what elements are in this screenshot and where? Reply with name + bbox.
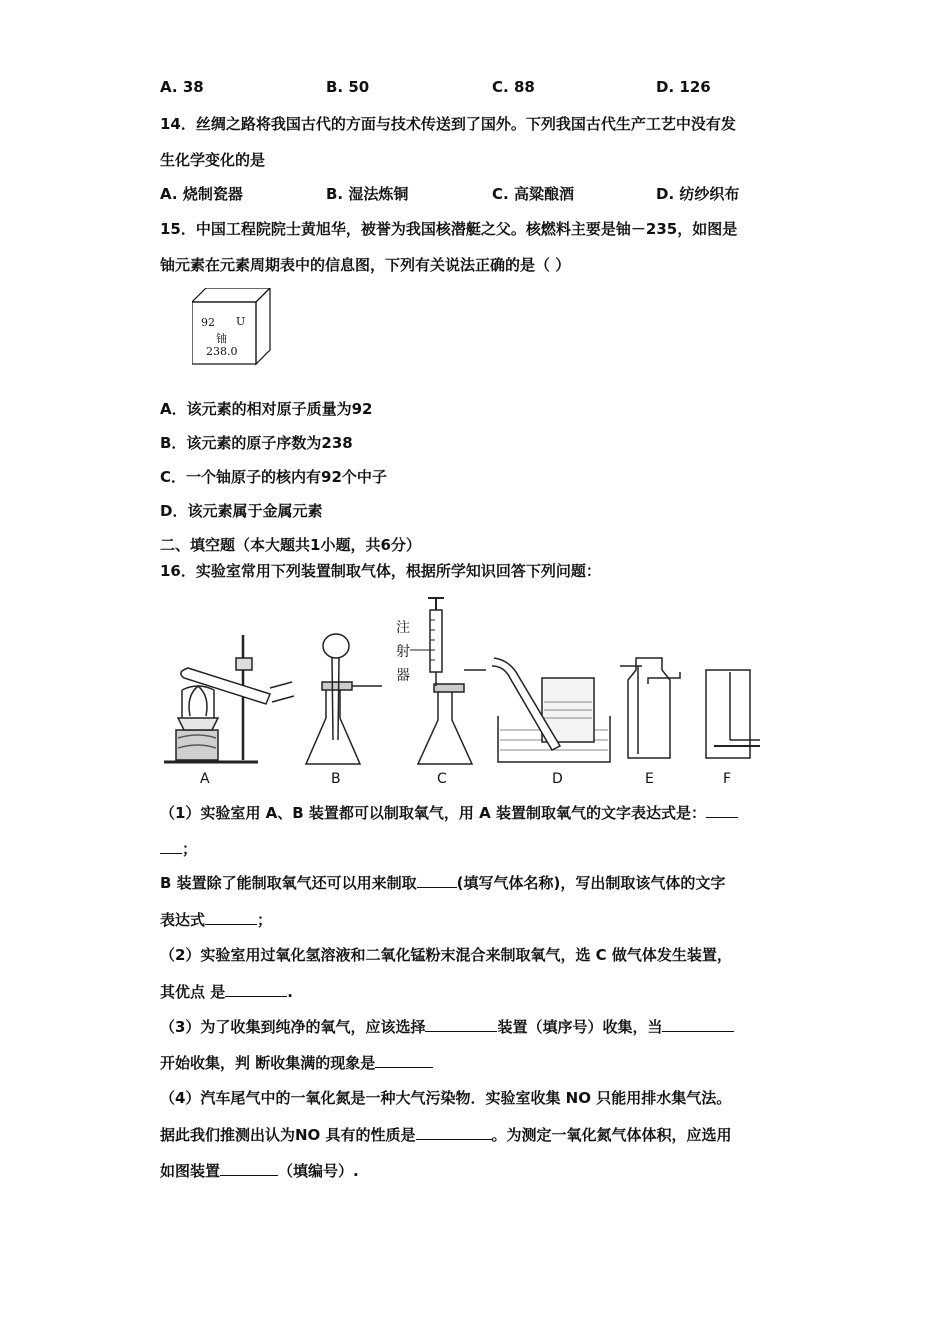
uranium-element-card [192,288,272,368]
q16-part2-line1: （2）实验室用过氧化氢溶液和二氧化锰粉末混合来制取氧气，选 C 做气体发生装置， [160,946,732,964]
apparatus-label-f: F [723,771,732,787]
blank-1c[interactable] [417,886,457,888]
atomic-mass: 238.0 [206,345,238,358]
syringe-label-2: 射 [396,644,410,660]
apparatus-f-drawing [706,670,760,758]
q15-option-c: C．一个铀原子的核内有92个中子 [160,468,387,486]
q16-intro: 16．实验室常用下列装置制取气体，根据所学知识回答下列问题： [160,562,601,580]
element-symbol: U [236,315,246,328]
apparatus-label-b: B [331,771,341,787]
q14-option-b: B. 湿法炼铜 [326,185,409,203]
blank-3c[interactable] [375,1066,433,1068]
blank-1b[interactable] [160,852,182,854]
q14-option-a: A. 烧制瓷器 [160,185,243,203]
syringe-label-3: 器 [396,668,410,684]
apparatus-label-e: E [645,771,654,787]
q16-part1-line3: B 装置除了能制取氧气还可以用来制取 (填写气体名称)，写出制取该气体的文字 [160,874,726,892]
q14-stem-line2: 生化学变化的是 [160,151,266,169]
blank-1d[interactable] [205,923,257,925]
q15-option-a: A．该元素的相对原子质量为92 [160,400,373,418]
q16-part1-line2: ； [160,838,197,859]
q15-option-b: B．该元素的原子序数为238 [160,434,353,452]
apparatus-b-drawing [306,634,382,764]
apparatus-label-c: C [437,771,447,787]
apparatus-label-d: D [552,771,563,787]
apparatus-c-drawing [410,598,486,764]
blank-4a[interactable] [416,1138,492,1140]
q15-stem-line1: 15．中国工程院院士黄旭华，被誉为我国核潜艇之父。核燃料主要是铀－235，如图是 [160,220,738,238]
q13-option-c: C. 88 [492,78,535,96]
q14-stem-line1: 14．丝绸之路将我国古代的方面与技术传送到了国外。下列我国古代生产工艺中没有发 [160,115,736,133]
q13-option-a: A. 38 [160,78,204,96]
q16-part1-line4: 表达式 ； [160,911,273,929]
apparatus-e-drawing [620,658,680,758]
q15-stem-line2: 铀元素在元素周期表中的信息图，下列有关说法正确的是（ ） [160,256,571,274]
q16-part4-line1: （4）汽车尾气中的一氧化氮是一种大气污染物．实验室收集 NO 只能用排水集气法。 [160,1089,732,1107]
blank-2[interactable] [225,995,287,997]
apparatus-a-drawing [164,635,294,762]
q14-option-c: C. 高粱酿酒 [492,185,574,203]
q13-option-d: D. 126 [656,78,711,96]
q15-option-d: D．该元素属于金属元素 [160,502,323,520]
blank-4b[interactable] [220,1174,278,1176]
q16-part4-line2: 据此我们推测出认为NO 具有的性质是 。为测定一氧化氮气体体积，应选用 [160,1126,732,1144]
blank-1a[interactable] [706,816,738,818]
q13-option-b: B. 50 [326,78,370,96]
q16-part2-line2: 其优点 是 . [160,983,293,1001]
lab-apparatus-figure [158,590,798,790]
syringe-label-1: 注 [396,620,410,636]
apparatus-d-drawing [492,658,610,762]
atomic-number: 92 [201,316,215,329]
element-name: 铀 [216,332,227,345]
q16-part4-line3: 如图装置 （填编号）. [160,1162,359,1180]
blank-3a[interactable] [425,1030,497,1032]
q16-part1-line1: （1）实验室用 A、B 装置都可以制取氧气，用 A 装置制取氧气的文字表达式是： [160,802,738,823]
apparatus-label-a: A [200,771,210,787]
q14-option-d: D. 纺纱织布 [656,185,740,203]
q16-part3-line2: 开始收集，判 断收集满的现象是 [160,1052,433,1073]
section-title: 二、填空题（本大题共1小题，共6分） [160,536,421,554]
q16-part3-line1: （3）为了收集到纯净的氧气，应该选择 装置（填序号）收集，当 [160,1016,734,1037]
blank-3b[interactable] [662,1030,734,1032]
